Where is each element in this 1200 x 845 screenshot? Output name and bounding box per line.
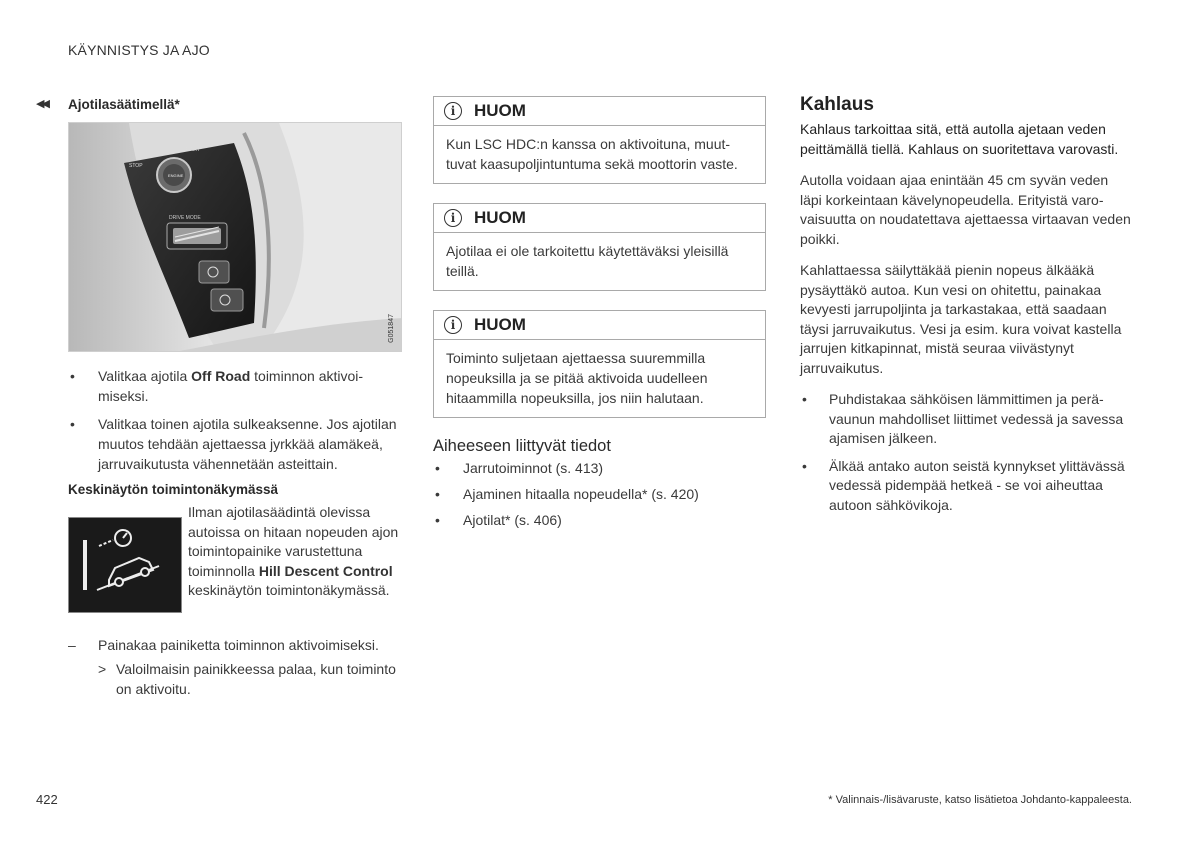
bullet-icon: • — [70, 368, 75, 384]
footnote: * Valinnais-/lisävaruste, katso lisätietoa Johdanto-kappaleesta. — [828, 794, 1132, 806]
body-paragraph: Kahlattaessa säilyttäkää pienin nopeus älkääkä pysäyttäkö autoa. Kun vesi on ohitettu, painakaa kevyesti jarrupoljinta ja tarkastakaa, että saadaan täysi jarruvaikutus. Vesi ja esim. kura voivat kastella jarrujen kitkapinnat, mistä seuraa viivästynyt jarruvaikutus. — [800, 262, 1122, 376]
info-icon: i — [444, 316, 462, 334]
center-display-subheading: Keskinäytön toimintonäkymässä — [68, 482, 279, 497]
bullet-icon: • — [70, 416, 75, 432]
note-title: HUOM — [474, 315, 526, 334]
info-icon: i — [444, 102, 462, 120]
info-icon: i — [444, 209, 462, 227]
start-label: START — [184, 147, 200, 153]
note-header — [434, 311, 765, 340]
related-link[interactable]: • Ajotilat* (s. 406) — [435, 512, 562, 528]
drive-mode-label: DRIVE MODE — [169, 215, 201, 221]
step-marker: – — [68, 637, 76, 653]
note-title: HUOM — [474, 208, 526, 227]
bullet-icon: • — [435, 486, 440, 502]
hill-descent-control-icon — [68, 517, 182, 613]
section-subheading: Ajotilasäätimellä* — [68, 97, 180, 112]
related-info-heading: Aiheeseen liittyvät tiedot — [433, 437, 611, 455]
note-title: HUOM — [474, 101, 526, 120]
bullet-icon: • — [802, 457, 807, 474]
column-middle — [433, 96, 766, 536]
list-item: • Valitkaa toinen ajotila sulkeaksenne. Jos ajotilan muutos tehdään ajettaessa jyrkkää alamäkeä, jarruvaikutusta vähennetään asteittain. — [70, 416, 397, 472]
step-result: > Valoilmaisin painikkeessa palaa, kun toiminto on aktivoitu. — [98, 661, 396, 697]
result-marker: > — [98, 661, 107, 677]
list-item: • Valitkaa ajotila Off Road toiminnon aktivoimiseksi. — [70, 368, 364, 404]
engine-label: ENGINE — [168, 173, 184, 178]
list-item: • Puhdistakaa sähköisen lämmittimen ja perävaunun mahdolliset liittimet vedessä ja savessa ajamisen jälkeen. — [802, 391, 1124, 446]
note-header — [434, 204, 765, 233]
step-instruction: – Painakaa painiketta toiminnon aktivoimiseksi. — [68, 637, 379, 653]
drive-mode-controller-photo — [68, 122, 402, 352]
page-number: 422 — [36, 792, 58, 807]
console-illustration — [69, 123, 402, 352]
center-display-block — [68, 503, 402, 621]
bullet-icon: • — [435, 460, 440, 476]
section-title: Kahlaus — [800, 94, 874, 115]
instruction-list — [68, 366, 402, 474]
note-header — [434, 97, 765, 126]
hill-descent-control-term: Hill Descent Control — [258, 562, 393, 579]
bullet-icon: • — [435, 512, 440, 528]
note-text: Toiminto suljetaan ajettaessa suuremmilla nopeuksilla ja se pitää aktivoida uudelleen hitaammilla nopeuksilla, jos niin halutaan. — [446, 350, 708, 406]
running-head: KÄYNNISTYS JA AJO — [68, 42, 210, 58]
column-right — [800, 94, 1132, 523]
related-info-list — [433, 458, 766, 530]
related-link[interactable]: • Jarrutoiminnot (s. 413) — [435, 460, 604, 476]
related-link[interactable]: • Ajaminen hitaalla nopeudella* (s. 420) — [435, 486, 699, 502]
body-paragraph: Autolla voidaan ajaa enintään 45 cm syvän veden läpi korkeintaan kävelynopeudella. Erityistä varovaisuutta on noudatettava ajettaessa virtaavan veden poikki. — [800, 172, 1131, 247]
section-lead: Kahlaus tarkoittaa sitä, että autolla ajetaan veden peittämällä tiellä. Kahlaus on suoritettava varovasti. — [800, 121, 1119, 157]
caution-list — [800, 390, 1132, 515]
center-display-description: Ilman ajotilasäädintä olevissa autoissa on hitaan nopeuden ajon toimintopainike varustettuna toiminnolla Hill Descent Control keskinäytön toimintonäkymässä. — [188, 504, 399, 598]
note-box — [433, 96, 766, 184]
bullet-icon: • — [802, 391, 807, 407]
column-left — [36, 96, 402, 699]
off-road-term: Off Road — [191, 368, 251, 384]
continuation-arrows-icon: ◀◀ — [36, 98, 47, 110]
note-text: Ajotilaa ei ole tarkoitettu käytettäväksi yleisillä teillä. — [446, 243, 729, 279]
note-text: Kun LSC HDC:n kanssa on aktivoituna, muuttuvat kaasupoljintuntuma sekä moottorin vaste. — [446, 136, 738, 172]
stop-label: STOP — [129, 163, 143, 169]
note-box — [433, 203, 766, 291]
note-box — [433, 310, 766, 418]
list-item: • Älkää antako auton seistä kynnykset ylittävässä vedessä pidempää hetkeä - se voi aiheuttaa autoon sähkövikoja. — [802, 457, 1125, 513]
image-code: G051847 — [388, 314, 395, 343]
